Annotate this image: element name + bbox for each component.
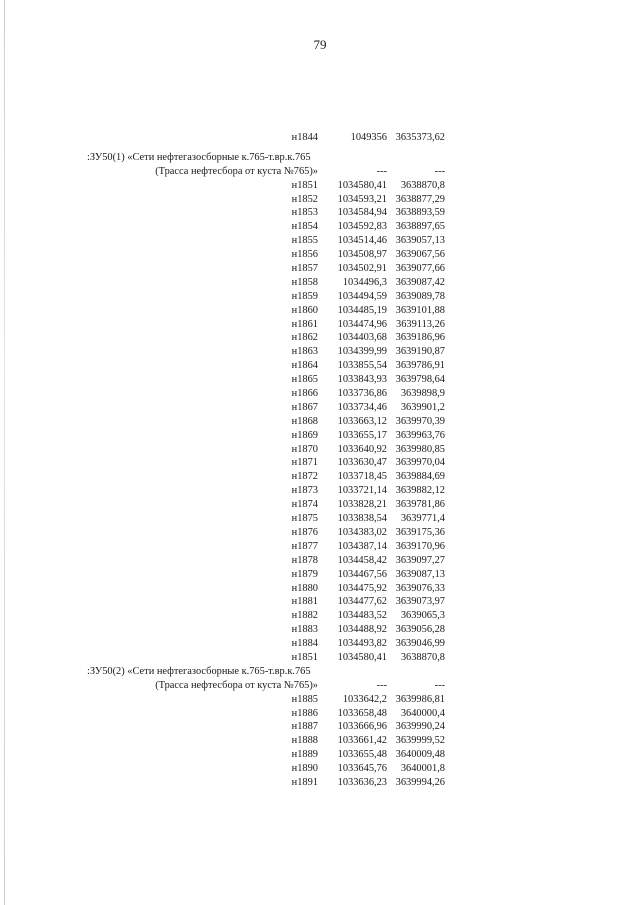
- coord-x: 1034493,82: [337, 638, 387, 650]
- coord-y: 3638897,65: [395, 221, 445, 233]
- point-id: н1870: [291, 443, 318, 455]
- point-id: н1868: [291, 415, 318, 427]
- table-row: [0, 443, 640, 457]
- coord-y: 3638870,8: [400, 651, 445, 663]
- point-id: н1852: [291, 193, 318, 205]
- coord-y: 3640001,8: [400, 763, 445, 775]
- coord-x: 1033721,14: [337, 485, 387, 497]
- coord-x: 1034496,3: [342, 276, 387, 288]
- point-id: н1885: [291, 693, 318, 705]
- table-row: [0, 234, 640, 248]
- dash-x: ---: [376, 165, 387, 177]
- point-id: н1886: [291, 707, 318, 719]
- coord-x: 1033636,23: [337, 776, 387, 788]
- coord-x: 1034403,68: [337, 332, 387, 344]
- coord-x: 1033661,42: [337, 735, 387, 747]
- coord-y: 3638893,59: [395, 207, 445, 219]
- table-row: [0, 401, 640, 415]
- point-id: н1877: [291, 540, 318, 552]
- coord-x: 1033645,76: [337, 763, 387, 775]
- point-id: н1853: [291, 207, 318, 219]
- section-subtitle: (Трасса нефтесбора от куста №765)»: [155, 165, 318, 177]
- coord-y: 3639963,76: [395, 429, 445, 441]
- point-id: н1858: [291, 276, 318, 288]
- coord-x: 1034514,46: [337, 235, 387, 247]
- coord-x: 1034580,41: [337, 651, 387, 663]
- coord-y: 3639101,88: [395, 304, 445, 316]
- table-row: [0, 470, 640, 484]
- coord-x: 1033655,48: [337, 749, 387, 761]
- coord-x: 1034592,83: [337, 221, 387, 233]
- table-row: [0, 498, 640, 512]
- table-row: [0, 526, 640, 540]
- point-id: н1867: [291, 401, 318, 413]
- coord-x: 1033640,92: [337, 443, 387, 455]
- coord-x: 1034508,97: [337, 249, 387, 261]
- coord-y: 3640009,48: [395, 749, 445, 761]
- coord-y: 3639113,26: [396, 318, 445, 330]
- coord-x: 1034502,91: [337, 263, 387, 275]
- coord-x: 1034580,41: [337, 179, 387, 191]
- table-row: [0, 582, 640, 596]
- point-id: н1855: [291, 235, 318, 247]
- coord-y: 3639087,42: [395, 276, 445, 288]
- point-id: н1880: [291, 582, 318, 594]
- table-row: [0, 595, 640, 609]
- table-row: [0, 693, 640, 707]
- coord-y: 3639067,56: [395, 249, 445, 261]
- table-row: [0, 318, 640, 332]
- table-row: [0, 206, 640, 220]
- table-row: [0, 554, 640, 568]
- coord-x: 1034458,42: [337, 554, 387, 566]
- coord-x: 1034494,59: [337, 290, 387, 302]
- point-id: н1844: [291, 132, 318, 143]
- coord-y: 3635373,62: [395, 132, 445, 143]
- coord-x: 1033658,48: [337, 707, 387, 719]
- coord-x: 1033734,46: [337, 401, 387, 413]
- table-row: [0, 776, 640, 790]
- coord-x: 1033642,2: [342, 693, 387, 705]
- point-id: н1861: [291, 318, 318, 330]
- table-row: [0, 623, 640, 637]
- table-row: [0, 220, 640, 234]
- table-row: [0, 540, 640, 554]
- coord-y: 3639999,52: [395, 735, 445, 747]
- dash-y: ---: [434, 679, 445, 691]
- point-id: н1883: [291, 624, 318, 636]
- point-id: н1871: [291, 457, 318, 469]
- table-row: [0, 512, 640, 526]
- point-id: н1873: [291, 485, 318, 497]
- point-id: н1865: [291, 374, 318, 386]
- point-id: н1874: [291, 499, 318, 511]
- table-row: [0, 720, 640, 734]
- table-row: [0, 651, 640, 665]
- table-row: [0, 262, 640, 276]
- coord-y: 3639077,66: [395, 263, 445, 275]
- point-id: н1887: [291, 721, 318, 733]
- table-row: [0, 193, 640, 207]
- table-row: [0, 131, 640, 145]
- coord-y: 3639056,28: [395, 624, 445, 636]
- coord-y: 3639190,87: [395, 346, 445, 358]
- point-id: н1857: [291, 263, 318, 275]
- coord-x: 1033828,21: [337, 499, 387, 511]
- table-row: [0, 609, 640, 623]
- coord-y: 3640000,4: [400, 707, 445, 719]
- coord-x: 1034584,94: [337, 207, 387, 219]
- point-id: н1862: [291, 332, 318, 344]
- point-id: н1866: [291, 388, 318, 400]
- section-title-line2: [0, 165, 640, 179]
- point-id: н1884: [291, 638, 318, 650]
- table-row: [0, 762, 640, 776]
- coord-x: 1034467,56: [337, 568, 387, 580]
- point-id: н1875: [291, 513, 318, 525]
- coord-x: 1034474,96: [337, 318, 387, 330]
- coord-x: 1034593,21: [337, 193, 387, 205]
- section-subtitle: (Трасса нефтесбора от куста №765)»: [155, 679, 318, 691]
- point-id: н1881: [291, 596, 318, 608]
- coord-x: 1034483,52: [337, 610, 387, 622]
- point-id: н1878: [291, 554, 318, 566]
- coord-y: 3639901,2: [400, 401, 445, 413]
- coord-x: 1033655,17: [337, 429, 387, 441]
- coord-y: 3639898,9: [400, 388, 445, 400]
- coord-x: 1034488,92: [337, 624, 387, 636]
- table-row: [0, 248, 640, 262]
- coord-y: 3639990,24: [395, 721, 445, 733]
- table-row: [0, 707, 640, 721]
- point-id: н1859: [291, 290, 318, 302]
- coord-x: 1034475,92: [337, 582, 387, 594]
- coord-y: 3639087,13: [395, 568, 445, 580]
- point-id: н1888: [291, 735, 318, 747]
- point-id: н1860: [291, 304, 318, 316]
- coord-x: 1033718,45: [337, 471, 387, 483]
- coord-y: 3639786,91: [395, 360, 445, 372]
- coord-y: 3638870,8: [400, 179, 445, 191]
- coord-y: 3639781,86: [395, 499, 445, 511]
- coord-x: 1033736,86: [337, 388, 387, 400]
- coord-y: 3639798,64: [395, 374, 445, 386]
- coord-y: 3639089,78: [395, 290, 445, 302]
- point-id: н1863: [291, 346, 318, 358]
- coord-x: 1033630,47: [337, 457, 387, 469]
- section-title-line1: [0, 151, 640, 165]
- table-row: [0, 373, 640, 387]
- table-row: [0, 748, 640, 762]
- coord-y: 3639994,26: [395, 776, 445, 788]
- coord-x: 1033855,54: [337, 360, 387, 372]
- coord-x: 1034477,62: [337, 596, 387, 608]
- coordinates-table: [0, 131, 640, 790]
- coord-y: 3639170,96: [395, 540, 445, 552]
- point-id: н1882: [291, 610, 318, 622]
- table-row: [0, 637, 640, 651]
- coord-x: 1033666,96: [337, 721, 387, 733]
- point-id: н1869: [291, 429, 318, 441]
- section-title: :ЗУ50(1) «Сети нефтегазосборные к.765-т.вр.к.765: [87, 151, 311, 163]
- coord-y: 3639175,36: [395, 526, 445, 538]
- coord-y: 3639970,04: [395, 457, 445, 469]
- table-row: [0, 359, 640, 373]
- point-id: н1889: [291, 749, 318, 761]
- coord-y: 3639980,85: [395, 443, 445, 455]
- table-row: [0, 484, 640, 498]
- coord-x: 1033843,93: [337, 374, 387, 386]
- page-number: 79: [313, 37, 327, 52]
- coord-x: 1033838,54: [337, 513, 387, 525]
- coord-y: 3639970,39: [395, 415, 445, 427]
- coord-y: 3639073,97: [395, 596, 445, 608]
- table-row: [0, 290, 640, 304]
- coord-x: 1049356: [350, 132, 387, 143]
- coord-x: 1034485,19: [337, 304, 387, 316]
- coord-y: 3639065,3: [400, 610, 445, 622]
- coord-y: 3639986,81: [395, 693, 445, 705]
- point-id: н1851: [291, 179, 318, 191]
- coord-y: 3639097,27: [395, 554, 445, 566]
- coord-x: 1034387,14: [337, 540, 387, 552]
- point-id: н1879: [291, 568, 318, 580]
- table-row: [0, 345, 640, 359]
- coord-x: 1034399,99: [337, 346, 387, 358]
- section-title: :ЗУ50(2) «Сети нефтегазосборные к.765-т.вр.к.765: [87, 665, 311, 677]
- table-row: [0, 415, 640, 429]
- dash-y: ---: [434, 165, 445, 177]
- point-id: н1890: [291, 763, 318, 775]
- coord-y: 3639771,4: [400, 513, 445, 525]
- point-id: н1872: [291, 471, 318, 483]
- coord-y: 3639884,69: [395, 471, 445, 483]
- coord-y: 3639076,33: [395, 582, 445, 594]
- table-row: [0, 568, 640, 582]
- table-row: [0, 734, 640, 748]
- coord-x: 1034383,02: [337, 526, 387, 538]
- point-id: н1856: [291, 249, 318, 261]
- table-row: [0, 276, 640, 290]
- table-row: [0, 304, 640, 318]
- point-id: н1864: [291, 360, 318, 372]
- coord-y: 3639046,99: [395, 638, 445, 650]
- coord-x: 1033663,12: [337, 415, 387, 427]
- point-id: н1891: [291, 776, 318, 788]
- table-row: [0, 456, 640, 470]
- section-title-line1: [0, 665, 640, 679]
- point-id: н1854: [291, 221, 318, 233]
- table-row: [0, 387, 640, 401]
- point-id: н1851: [291, 651, 318, 663]
- coord-y: 3638877,29: [395, 193, 445, 205]
- point-id: н1876: [291, 526, 318, 538]
- table-row: [0, 331, 640, 345]
- coord-y: 3639882,12: [395, 485, 445, 497]
- table-row: [0, 429, 640, 443]
- coord-y: 3639186,96: [395, 332, 445, 344]
- coord-y: 3639057,13: [395, 235, 445, 247]
- table-row: [0, 179, 640, 193]
- section-title-line2: [0, 679, 640, 693]
- dash-x: ---: [376, 679, 387, 691]
